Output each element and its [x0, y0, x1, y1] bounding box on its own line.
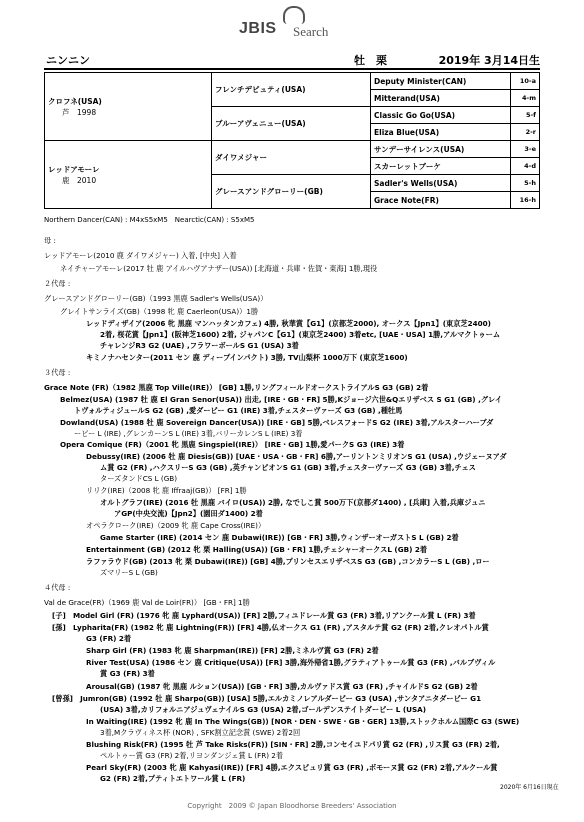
family-line: ム賞 G2 (FR) ,ハクスリーS G3 (GB) ,英チャンピオンS G1 (GB) 3着,チェスターヴァーズ G3 (GB) 3着,チェス	[100, 463, 476, 472]
family-line: ペルトゥー賞 G3 (FR) 2着,リヨンダンジェ賞 L (FR) 2着	[100, 751, 284, 760]
family-line: G2 (FR) 2着,プティトエトワール賞 L (FR)	[100, 774, 246, 783]
family-line: [孫] Lypharita(FR) (1982 牝 鹿 Lightning(FR)) [FR] 4勝,仏オークス G1 (FR) ,アスタルテ賞 G2 (FR) 2着,クレオパトル賞	[52, 623, 489, 632]
family-code: 4-m	[511, 90, 540, 107]
family-code: 16-h	[511, 192, 540, 209]
copyright-footer: Copyright 2009 © Japan Bloodhorse Breeders' Association	[187, 802, 397, 810]
dam-dam-cell[interactable]: グレースアンドグローリー(GB)	[212, 175, 371, 209]
family-code: 4-d	[511, 158, 540, 175]
dam-name[interactable]: レッドアモーレ	[48, 164, 100, 174]
sire-sire-cell[interactable]: フレンチデピュティ(USA)	[212, 73, 371, 107]
pedigree-table	[44, 72, 540, 209]
family-line: ターズタンドCS L (GB)	[100, 474, 178, 483]
sire-name[interactable]: クロフネ(USA)	[48, 96, 102, 106]
family-code: 2-r	[511, 124, 540, 141]
family-code: 5-f	[511, 107, 540, 124]
family-line: In Waiting(IRE) (1992 牝 鹿 In The Wings(GB)) [NOR・DEN・SWE・GB・GER] 13勝,ストックホルム国際C G3 (SWE)	[86, 717, 520, 726]
family-line: Opera Comique (FR)（2001 牝 黒鹿 Singspiel(IRE)） [IRE・GB] 1勝,愛パークS G3 (IRE) 3着	[60, 440, 405, 449]
section-heading: 母 :	[44, 236, 56, 245]
g4-cell[interactable]: サンデーサイレンス(USA)	[371, 141, 511, 158]
family-line: G3 (FR) 2着	[86, 634, 132, 643]
family-line: Debussy(IRE) (2006 牡 鹿 Diesis(GB)) [UAE・USA・GB・FR] 6勝,アーリントンミリオンS G1 (USA) ,ウジェーヌアダ	[86, 452, 507, 461]
sire-info: 芦 1998	[62, 107, 97, 117]
family-line: (USA) 3着,カリフォルニアジュヴェナイルS G3 (USA) 2着,ゴールデンステイトダービー L (USA)	[100, 705, 426, 714]
section-heading: ３代母 :	[44, 368, 71, 377]
family-line: Blushing Risk(FR) (1995 牡 芦 Take Risks(FR)) [SIN・FR] 2勝,コンセイユドパリ賞 G2 (FR) ,リス賞 G3 (FR) 2着,	[86, 740, 500, 749]
sire-dam-cell[interactable]: ブルーアヴェニュー(USA)	[212, 107, 371, 141]
family-line: Belmez(USA) (1987 牡 鹿 El Gran Senor(USA)) 出走, [IRE・GB・FR] 5勝,Kジョージ六世&Qエリザベス S G1 (GB) ,グレイ	[60, 395, 503, 404]
family-line: ービー L (IRE) ,グレンカーンS L (IRE) 3着,バリーカレンS L (IRE) 3着	[74, 429, 303, 438]
section-heading: ２代母 :	[44, 279, 71, 288]
g4-cell[interactable]: Mitterand(USA)	[371, 90, 511, 107]
logo-ring-icon	[283, 6, 305, 24]
family-line: リリク(IRE)（2008 牝 鹿 Iffraaj(GB)） [FR] 1勝	[86, 486, 247, 495]
family-code: 3-e	[511, 141, 540, 158]
logo-text-search: Search	[293, 24, 329, 39]
family-line: Arousal(GB) (1987 牝 黒鹿 ルション(USA)) [GB・FR] 3勝,カルヴァドス賞 G3 (FR) ,チャイルドS G2 (GB) 2着	[86, 682, 478, 691]
family-line: グレースアンドグローリー(GB)（1993 黒鹿 Sadler's Wells(USA)）	[44, 294, 268, 303]
dam-cell	[45, 141, 212, 209]
family-line: 賞 G3 (FR) 3着	[100, 669, 155, 678]
family-line: ズマリーS L (GB)	[100, 568, 158, 577]
jbis-search-logo[interactable]	[233, 6, 353, 42]
family-line: [曾孫] Jumron(GB) (1992 牡 鹿 Sharpo(GB)) [USA] 5勝,エルカミノレアルダービー G3 (USA) ,サンタアニタダービー G1	[52, 694, 482, 703]
sire-cell	[45, 73, 212, 141]
family-line: Grace Note (FR)（1982 黒鹿 Top Ville(IRE)） [GB] 1勝,リングフィールドオークストライアルS G3 (GB) 2着	[44, 383, 429, 392]
g4-cell[interactable]: Eliza Blue(USA)	[371, 124, 511, 141]
family-line: Val de Grace(FR)（1969 鹿 Val de Loir(FR)） [GB・FR] 1勝	[44, 598, 250, 607]
dam-info: 鹿 2010	[62, 175, 97, 185]
family-line: Pearl Sky(FR) (2003 牝 鹿 Kahyasi(IRE)) [FR] 4勝,エクスビュリ賞 G3 (FR) ,ボモーヌ賞 G2 (FR) 2着,アルクール賞	[86, 763, 498, 772]
dam-sire-cell[interactable]: ダイワメジャー	[212, 141, 371, 175]
sex-color: 牡 栗	[354, 54, 387, 67]
family-line: チャレンジR3 G2 (UAE) ,フラワーボールS G1 (USA) 3着	[100, 341, 299, 350]
family-line: キミノナハセンター(2011 セン 鹿 ディープインパクト) 3勝, TV山梨杯 1000万下 (東京芝1600)	[86, 353, 408, 362]
g4-cell[interactable]: Sadler's Wells(USA)	[371, 175, 511, 192]
family-line: 3着,Mクラヴィネス杯 (NOR) , SFK割立記念賞 (SWE) 2着2回	[100, 728, 301, 737]
g4-cell[interactable]: Classic Go Go(USA)	[371, 107, 511, 124]
family-line: Sharp Girl (FR) (1983 牝 鹿 Sharpman(IRE)) [FR] 2勝,ミネルヴ賞 G3 (FR) 2着	[86, 646, 379, 655]
family-line: レッドアモーレ(2010 鹿 ダイワメジャー) 入着, [中央] 入着	[44, 251, 237, 260]
inbreeding-nicks: Northern Dancer(CAN) : M4xS5xM5 Nearctic(CAN) : S5xM5	[44, 216, 255, 224]
family-line: グレイトサンライズ(GB)（1998 牝 鹿 Caerleon(USA)）1勝	[60, 307, 259, 316]
g4-cell[interactable]: スカーレットブーケ	[371, 158, 511, 175]
family-line: トヴォルティジュールS G2 (GB) ,愛ダービー G1 (IRE) 3着,チェスターヴァーズ G3 (GB) ,種牡馬	[74, 406, 403, 415]
family-code: 5-h	[511, 175, 540, 192]
logo-text-jbis: JBIS	[239, 20, 277, 37]
family-line: River Test(USA) (1986 セン 鹿 Critique(USA)) [FR] 3勝,海外帰省1勝,グラティアトゥール賞 G3 (FR) ,バルブヴィル	[86, 658, 496, 667]
family-line: レッドディザイア(2006 牝 黒鹿 マンハッタンカフェ) 4勝, 秋華賞【G1】(京都芝2000), オークス【Jpn1】(東京芝2400)	[86, 319, 491, 328]
g4-cell[interactable]: Grace Note(FR)	[371, 192, 511, 209]
family-line: オルトグラフ(IRE) (2016 牡 黒鹿 バイロ(USA)) 2勝, なでしこ賞 500万下(京都ダ1400) , [兵庫] 入着,兵庫ジュニ	[100, 498, 486, 507]
family-line: [子] Model Girl (FR) (1976 牝 鹿 Lyphard(USA)) [FR] 2勝,フィユドレール賞 G3 (FR) 3着,リアンクール賞 L (FR) 3着	[52, 611, 476, 620]
birth-date: 2019年 3月14日生	[438, 54, 540, 67]
family-line: ネイチャーアモーレ(2017 牡 鹿 アイルハヴアナザー(USA)) [北海道・兵庫・佐賀・東海] 1勝,現役	[60, 264, 378, 273]
horse-header	[44, 50, 540, 70]
g4-cell[interactable]: Deputy Minister(CAN)	[371, 73, 511, 90]
horse-name: ニンニン	[46, 54, 90, 67]
family-line: Entertainment (GB) (2012 牝 栗 Halling(USA)) [GB・FR] 1勝,チェシャーオークスL (GB) 2着	[86, 545, 428, 554]
family-line: オペラクローク(IRE)（2009 牝 鹿 Cape Cross(IRE)）	[86, 521, 266, 530]
family-line: アGP(中央交流)【Jpn2】(園田ダ1400) 2着	[114, 509, 263, 518]
date-stamp: 2020年 6月16日現在	[500, 784, 559, 791]
family-code: 10-a	[511, 73, 540, 90]
family-line: Dowland(USA) (1988 牡 鹿 Sovereign Dancer(USA)) [IRE・GB] 5勝,ベレスフォードS G2 (IRE) 3着,アルスターハーブダ	[60, 418, 494, 427]
family-line: ラファラウド(GB) (2013 牝 栗 Dubawi(IRE)) [GB] 4勝,プリンセスエリザベスS G3 (GB) ,コンカラーS L (GB) ,ロー	[86, 557, 490, 566]
family-line: 2着, 桜花賞【Jpn1】(阪神芝1600) 2着, ジャパンC【G1】(東京芝2400) 3着etc, [UAE・USA] 1勝,アルマクトゥーム	[100, 330, 501, 339]
section-heading: ４代母 :	[44, 583, 71, 592]
family-line: Game Starter (IRE) (2014 セン 鹿 Dubawi(IRE)) [GB・FR] 3勝,ウィンザーオーガストS L (GB) 2着	[100, 533, 459, 542]
